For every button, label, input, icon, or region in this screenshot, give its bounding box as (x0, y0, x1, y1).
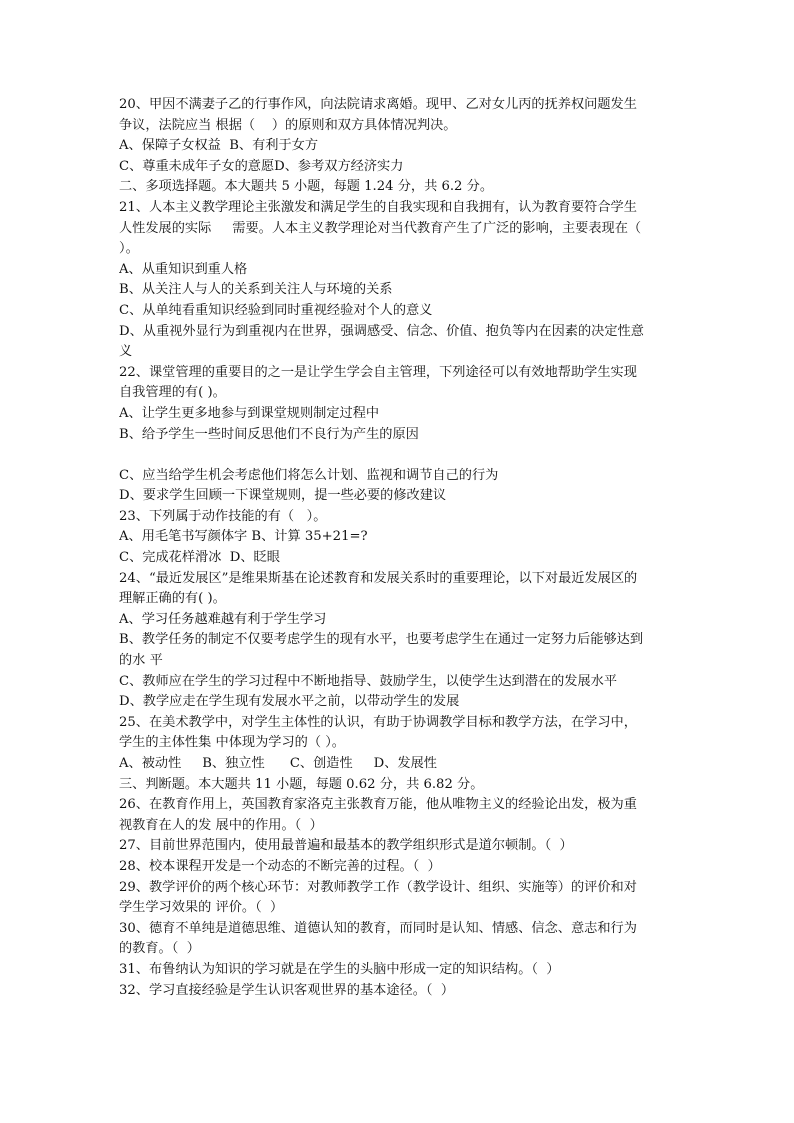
text-line: B、教学任务的制定不仅要考虑学生的现有水平，也要考虑学生在通过一定努力后能够达到 (119, 632, 643, 648)
text-line: 22、课堂管理的重要目的之一是让学生学会自主管理，下列途径可以有效地帮助学生实现 (119, 364, 637, 380)
text-line: A、从重知识到重人格 (119, 261, 248, 277)
blank-line (119, 445, 684, 466)
text-line: A、用毛笔书写颜体字 B、计算 35+21=? (119, 529, 368, 545)
text-line: C、应当给学生机会考虑他们将怎么计划、监视和调节自己的行为 (119, 467, 499, 483)
text-line: A、被动性 B、独立性 C、创造性 D、发展性 (119, 756, 437, 771)
text-line: 的水 平 (119, 653, 163, 669)
text-line: ）。 (119, 241, 139, 257)
text-line: C、尊重未成年子女的意愿D、参考双方经济实力 (119, 158, 404, 174)
text-line: 自我管理的有( )。 (119, 385, 226, 401)
text-line: 29、教学评价的两个核心环节：对教师教学工作（教学设计、组织、实施等）的评价和对 (119, 879, 637, 895)
text-line: 30、德育不单纯是道德思维、道德认知的教育，而同时是认知、情感、信念、意志和行为 (119, 920, 637, 936)
text-line: 人性发展的实际 需要。人本主义教学理论对当代教育产生了广泛的影响，主要表现在（ (119, 220, 642, 236)
text-line: 争议，法院应当 根据（ ）的原则和双方具体情况判决。 (119, 117, 457, 133)
text-line: 理解正确的有( )。 (119, 591, 226, 607)
text-line: D、从重视外显行为到重视内在世界，强调感受、信念、价值、抱负等内在因素的决定性意 (119, 323, 644, 339)
section-heading: 三、判断题。本大题共 11 小题，每题 0.62 分，共 6.82 分。 (119, 776, 484, 792)
text-line: 21、人本主义教学理论主张激发和满足学生的自我实现和自我拥有，认为教育要符合学生 (119, 199, 637, 215)
text-line: 义 (119, 344, 133, 360)
text-line: 32、学习直接经验是学生认识客观世界的基本途径。（ ） (119, 982, 455, 998)
text-line: C、完成花样滑冰 D、眨眼 (119, 550, 280, 566)
document-page (119, 95, 684, 1001)
text-line: 24、“最近发展区”是维果斯基在论述教育和发展关系时的重要理论，以下对最近发展区的 (119, 570, 638, 586)
text-line: 23、下列属于动作技能的有（ ）。 (119, 508, 327, 524)
text-line: A、让学生更多地参与到课堂规则制定过程中 (119, 405, 380, 421)
text-line: 27、目前世界范围内，使用最普遍和最基本的教学组织形式是道尔顿制。（ ） (119, 838, 573, 854)
text-line: D、要求学生回顾一下课堂规则，提一些必要的修改建议 (119, 488, 447, 504)
text-line: A、学习任务越难越有利于学生学习 (119, 611, 327, 627)
text-line: B、从关注人与人的关系到关注人与环境的关系 (119, 282, 393, 298)
text-line: 的教育。（ ） (119, 941, 200, 957)
text-line: 31、布鲁纳认为知识的学习就是在学生的头脑中形成一定的知识结构。（ ） (119, 961, 560, 977)
text-line: D、教学应走在学生现有发展水平之前，以带动学生的发展 (119, 694, 460, 710)
text-line: 学生学习效果的 评价。（ ） (119, 900, 284, 916)
text-line: 28、校本课程开发是一个动态的不断完善的过程。（ ） (119, 858, 441, 874)
text-line: 20、甲因不满妻子乙的行事作风，向法院请求离婚。现甲、乙对女儿丙的抚养权问题发生 (119, 97, 637, 112)
text-line: A、保障子女权益 B、有利于女方 (119, 138, 319, 154)
section-heading: 二、多项选择题。本大题共 5 小题，每题 1.24 分，共 6.2 分。 (119, 179, 494, 195)
text-line: C、从单纯看重知识经验到同时重视经验对个人的意义 (119, 302, 433, 318)
text-line: 25、在美术教学中，对学生主体性的认识，有助于协调教学目标和教学方法，在学习中， (119, 714, 637, 730)
text-line: 26、在教育作用上，英国教育家洛克主张教育万能，他从唯物主义的经验论出发，极为重 (119, 797, 637, 813)
text-line: C、教师应在学生的学习过程中不断地指导、鼓励学生，以使学生达到潜在的发展水平 (119, 673, 618, 689)
text-line: B、给予学生一些时间反思他们不良行为产生的原因 (119, 426, 419, 442)
text-line: 学生的主体性集 中体现为学习的（ ）。 (119, 735, 345, 751)
text-line: 视教育在人的发 展中的作用。（ ） (119, 817, 323, 833)
